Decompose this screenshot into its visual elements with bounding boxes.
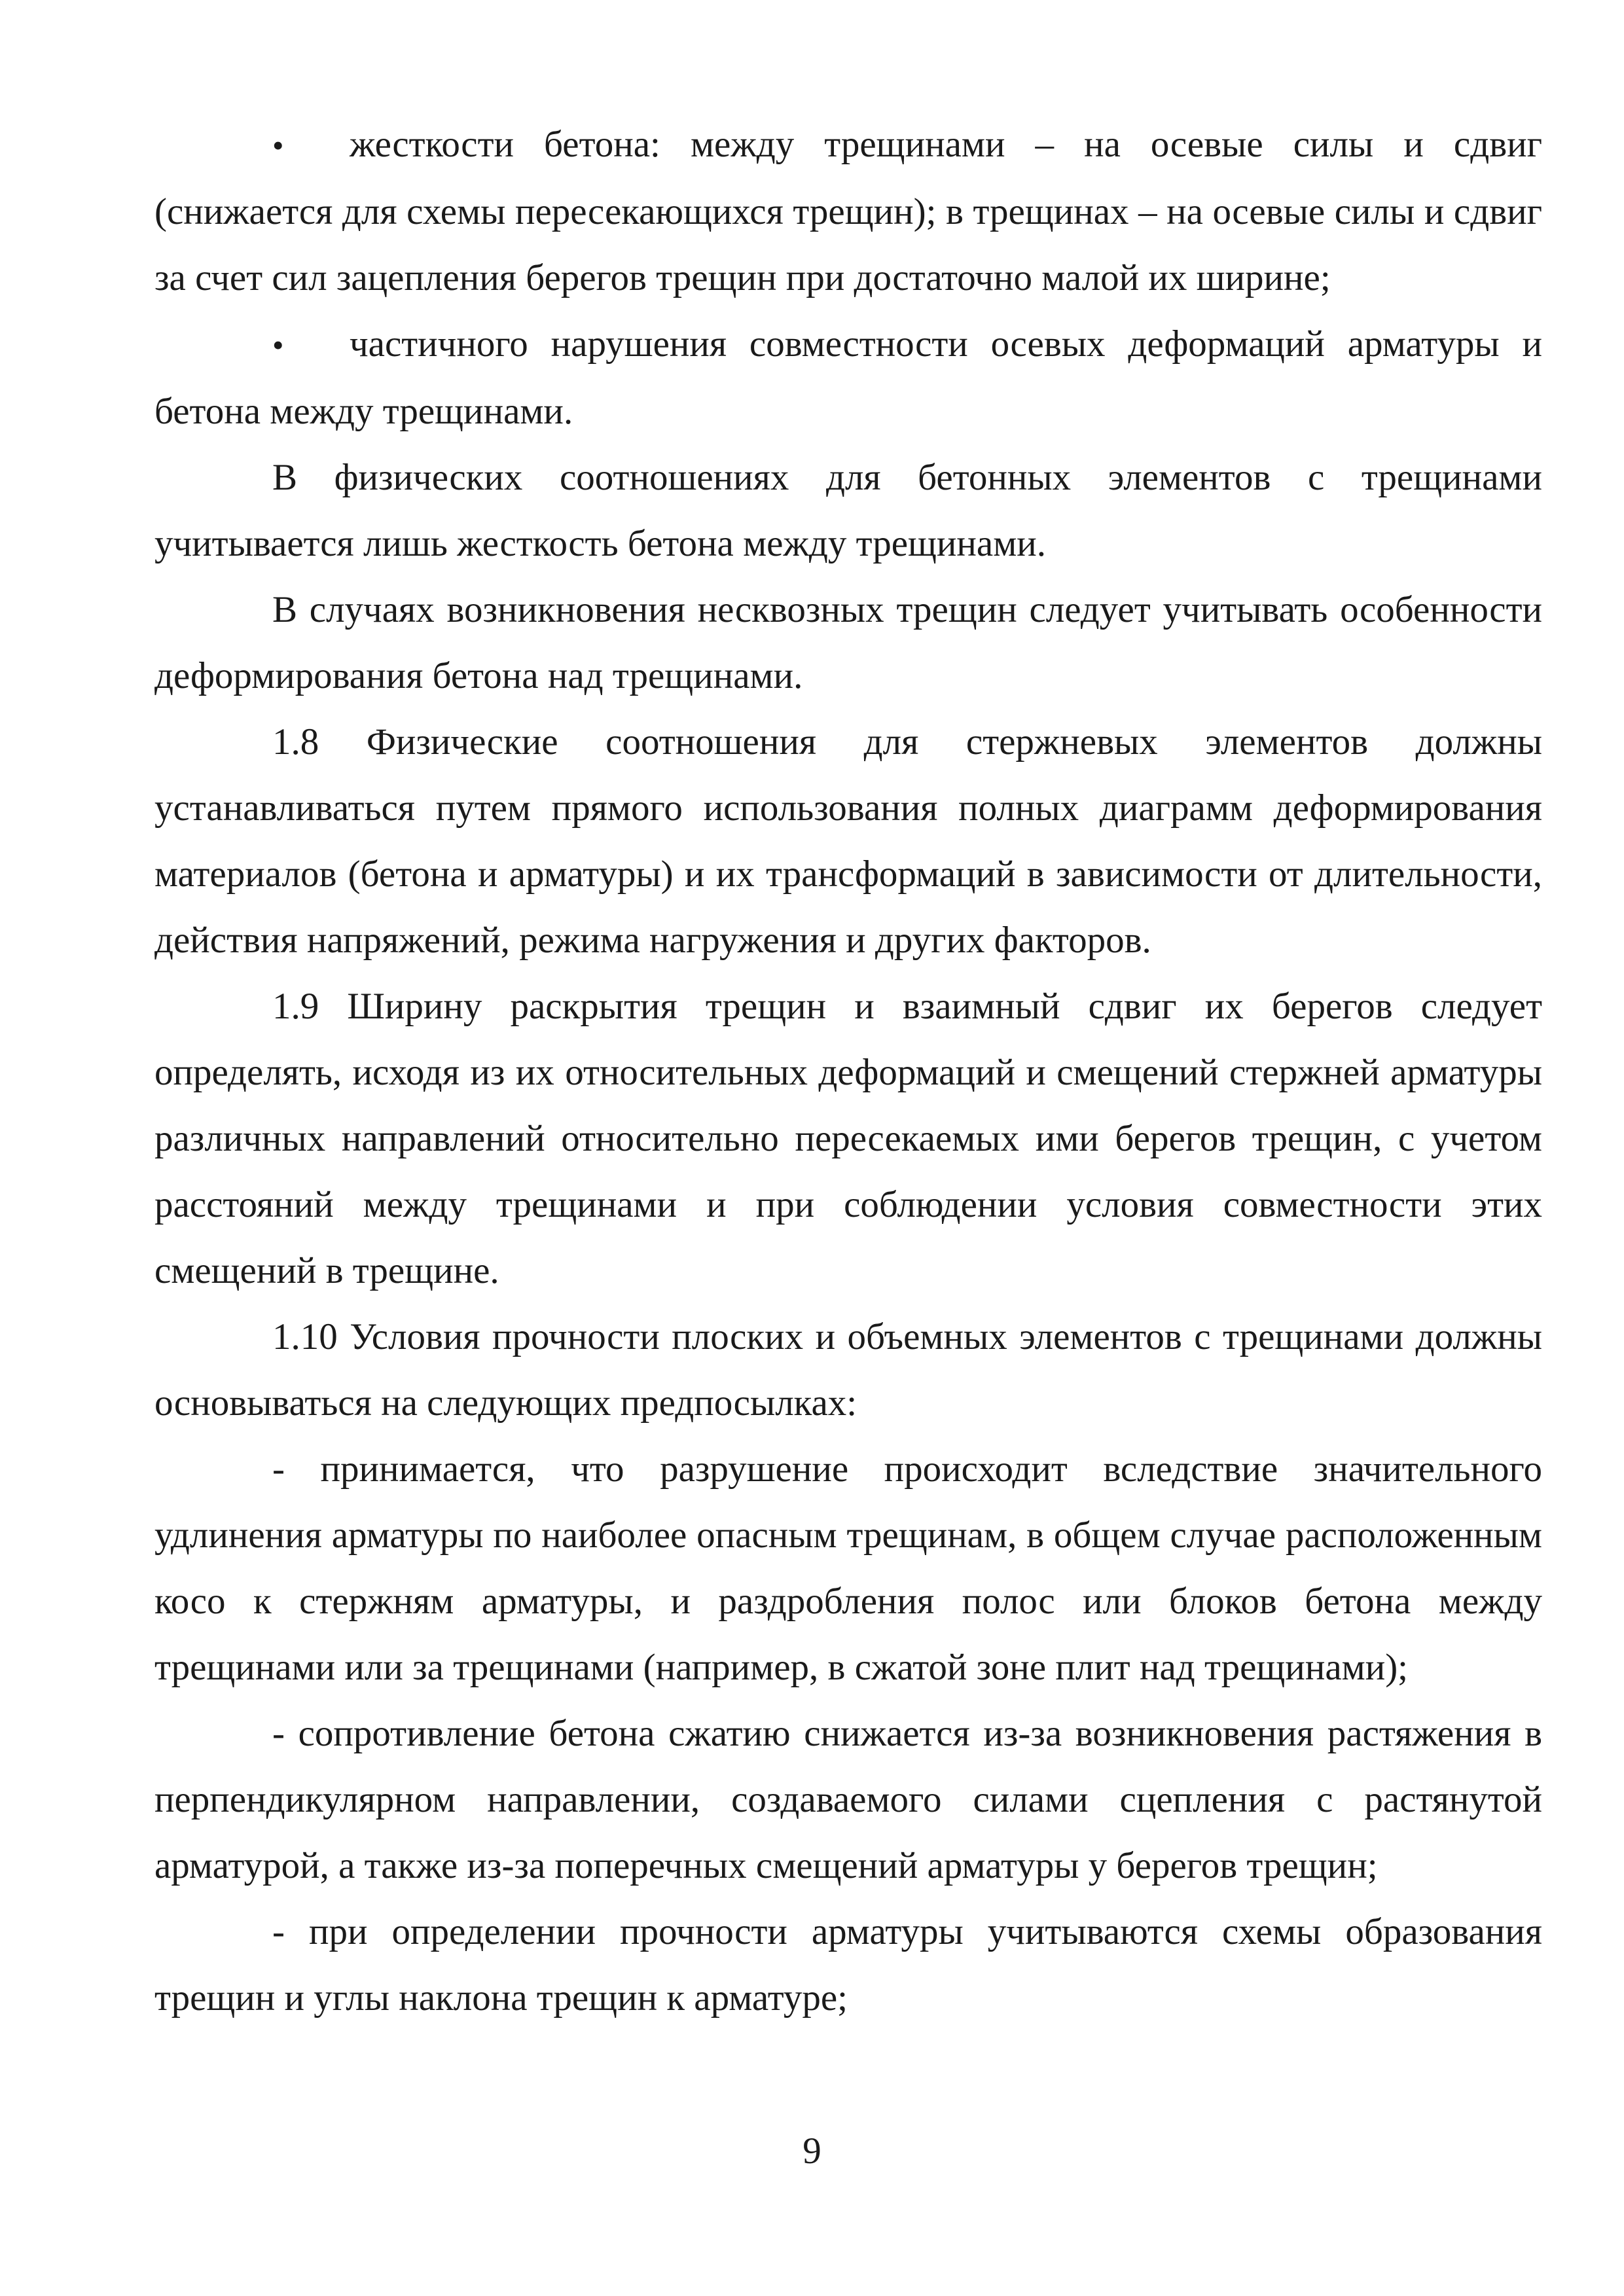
paragraph: В физических соотношениях для бетонных элементов с трещинами учитывается лишь жесткость бетона между трещинами. xyxy=(154,457,1542,564)
dash-list-item: - при определении прочности арматуры учитываются схемы образования трещин и углы наклона трещин к арматуре; xyxy=(154,1911,1542,2018)
paragraph-section-1-8: 1.8 Физические соотношения для стержневых элементов должны устанавливаться путем прямого использования полных диаграмм деформирования материалов (бетона и арматуры) и их трансформаций в зависимости от длительности, действия напряжений, режима нагружения и других факторов. xyxy=(154,721,1542,961)
bullet-text: частичного нарушения совместности осевых деформаций арматуры и бетона между трещинами. xyxy=(154,323,1542,432)
page-number: 9 xyxy=(803,2130,821,2172)
paragraph-section-1-10: 1.10 Условия прочности плоских и объемных элементов с трещинами должны основываться на следующих предпосылках: xyxy=(154,1316,1542,1424)
paragraph: В случаях возникновения несквозных трещин следует учитывать особенности деформирования бетона над трещинами. xyxy=(154,589,1542,696)
document-body xyxy=(154,111,1542,2031)
bullet-icon: • xyxy=(272,127,284,164)
bullet-item xyxy=(154,111,1542,311)
dash-list-item: - принимается, что разрушение происходит вследствие значительного удлинения арматуры по наиболее опасным трещинам, в общем случае расположенным косо к стержням арматуры, и раздробления полос или блоков бетона между трещинами или за трещинами (например, в сжатой зоне плит над трещинами); xyxy=(154,1448,1542,1688)
paragraph-section-1-9: 1.9 Ширину раскрытия трещин и взаимный сдвиг их берегов следует определять, исходя из их относительных деформаций и смещений стержней арматуры различных направлений относительно пересекаемых ими берегов трещин, с учетом расстояний между трещинами и при соблюдении условия совместности этих смещений в трещине. xyxy=(154,986,1542,1291)
bullet-item xyxy=(154,311,1542,444)
bullet-icon: • xyxy=(272,327,284,363)
dash-list-item: - сопротивление бетона сжатию снижается из-за возникновения растяжения в перпендикулярном направлении, создаваемого силами сцепления с растянутой арматурой, а также из-за поперечных смещений арматуры у берегов трещин; xyxy=(154,1713,1542,1886)
bullet-text: жесткости бетона: между трещинами – на осевые силы и сдвиг (снижается для схемы пересекающихся трещин); в трещинах – на осевые силы и сдвиг за счет сил зацепления берегов трещин при достаточно малой их ширине; xyxy=(154,124,1542,298)
